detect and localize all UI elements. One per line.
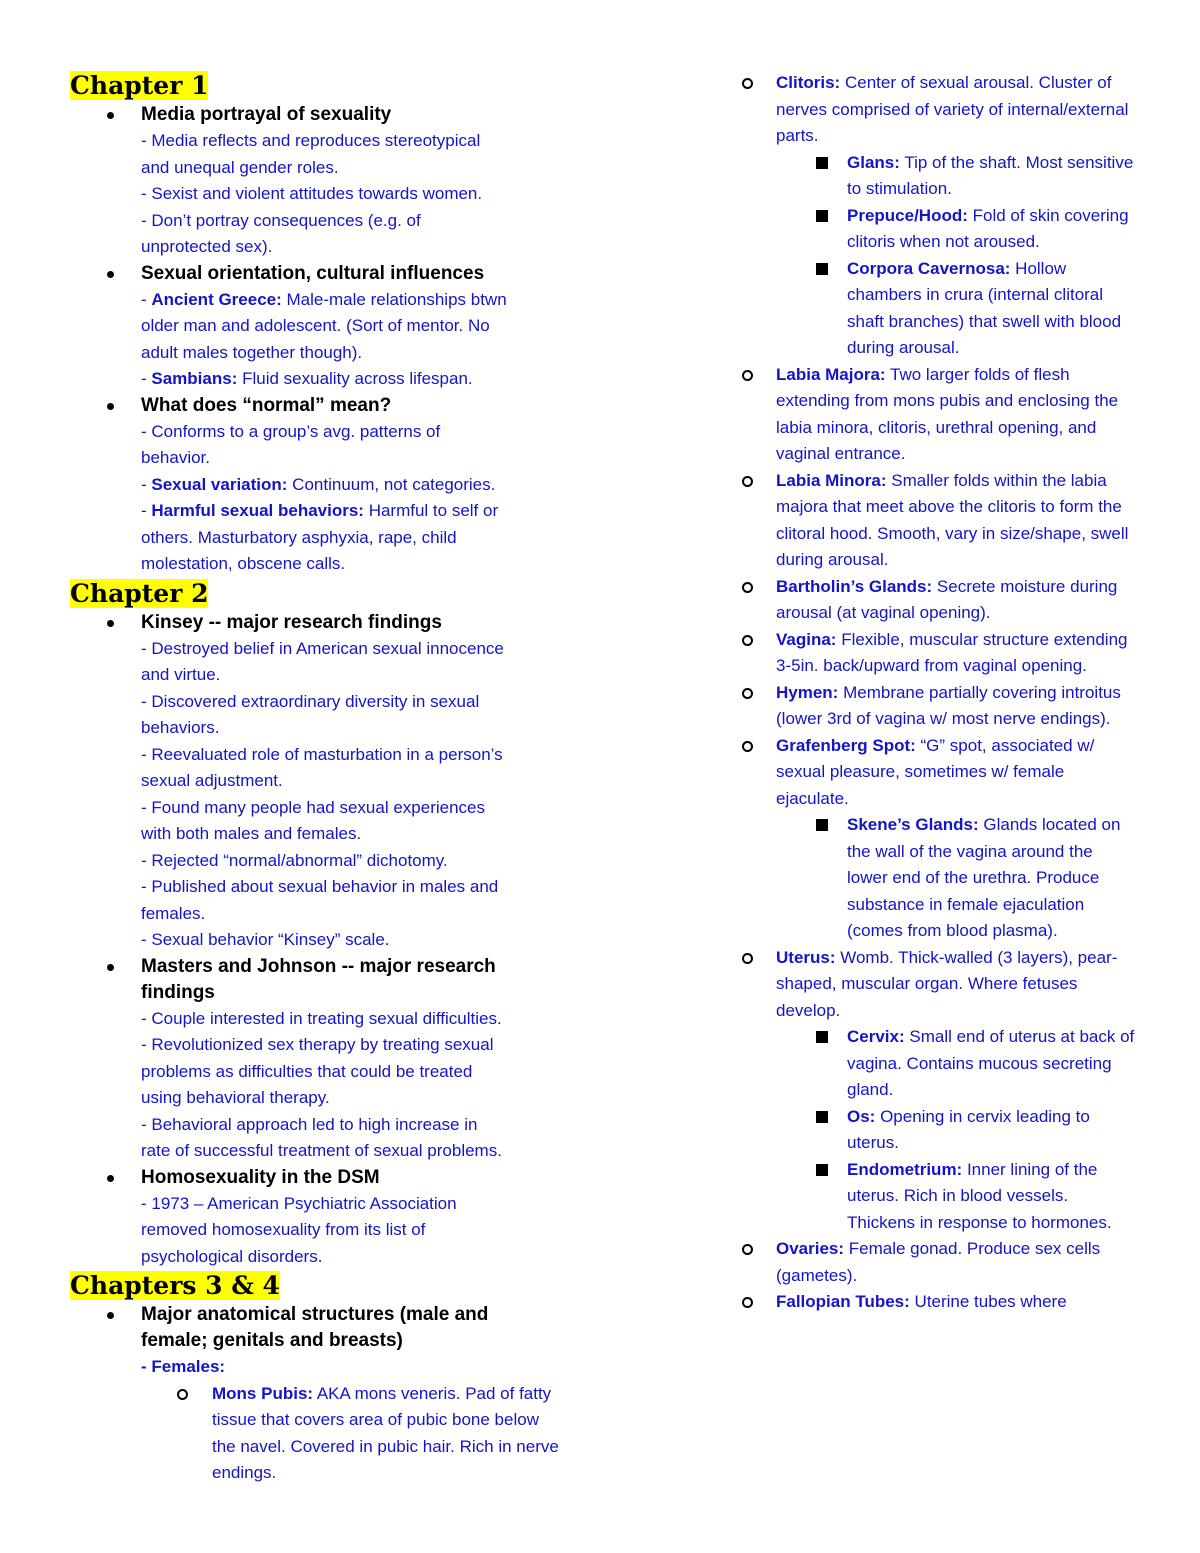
note-line bbox=[776, 574, 1136, 627]
note-line bbox=[776, 945, 1136, 1025]
square-bullet-icon bbox=[816, 263, 828, 275]
note-line bbox=[776, 468, 1136, 574]
note-line: - Sexist and violent attitudes towards women. bbox=[141, 184, 483, 203]
hollow-circle-bullet-icon bbox=[742, 582, 753, 593]
note-line: - Destroyed belief in American sexual innocence bbox=[141, 638, 504, 658]
bullet-heading: Media portrayal of sexuality bbox=[141, 104, 392, 125]
note-line bbox=[776, 1236, 1136, 1289]
note-line: unprotected sex). bbox=[141, 237, 273, 256]
anatomy-item bbox=[740, 680, 1136, 733]
anatomy-description: Uterine tubes where bbox=[909, 1292, 1067, 1311]
anatomy-item bbox=[740, 945, 1136, 1025]
bullet-heading: Sexual orientation, cultural influences bbox=[141, 262, 485, 284]
note-line: others. Masturbatory asphyxia, rape, child bbox=[141, 527, 457, 547]
anatomy-description: Center of sexual arousal. Cluster of nerves comprised of variety of internal/external parts. bbox=[776, 73, 1129, 145]
note-line: - Don’t portray consequences (e.g. of bbox=[141, 210, 421, 230]
square-bullet-icon bbox=[816, 1164, 828, 1176]
anatomy-term: Hymen: bbox=[776, 682, 839, 702]
anatomy-term: Labia Majora: bbox=[776, 364, 886, 384]
bullet-dot-icon bbox=[107, 1312, 114, 1319]
anatomy-term: Corpora Cavernosa: bbox=[847, 258, 1011, 278]
bullet-sexual-orientation bbox=[70, 261, 570, 393]
anatomy-description: “G” spot, associated w/ sexual pleasure, sometimes w/ female ejaculate. bbox=[776, 735, 1095, 808]
anatomy-item bbox=[740, 812, 1140, 945]
anatomy-description: Membrane partially covering introitus (lower 3rd of vagina w/ most nerve endings). bbox=[776, 682, 1121, 728]
note-line bbox=[847, 150, 1137, 203]
bullet-heading: findings bbox=[141, 981, 215, 1003]
note-line bbox=[847, 256, 1137, 362]
note-line: - Reevaluated role of masturbation in a person’s bbox=[141, 744, 503, 764]
anatomy-term: Grafenberg Spot: bbox=[776, 735, 916, 755]
bullet-masters-johnson bbox=[70, 954, 570, 1165]
anatomy-term: Os: bbox=[847, 1106, 876, 1126]
anatomy-description: Two larger folds of flesh extending from mons pubis and enclosing the labia minora, clitoris, urethral opening, and vaginal entrance. bbox=[776, 364, 1119, 463]
note-line: - Sambians: Fluid sexuality across lifespan. bbox=[141, 369, 473, 388]
anatomy-term: Bartholin’s Glands: bbox=[776, 576, 933, 596]
hollow-circle-bullet-icon bbox=[742, 635, 753, 646]
anatomy-item bbox=[740, 468, 1136, 574]
note-line: - 1973 – American Psychiatric Association bbox=[141, 1193, 457, 1213]
note-line: problems as difficulties that could be treated bbox=[141, 1061, 473, 1081]
note-line bbox=[847, 203, 1137, 256]
bullet-heading: Masters and Johnson -- major research bbox=[141, 955, 496, 977]
anatomy-term: Fallopian Tubes: bbox=[776, 1292, 910, 1311]
note-line bbox=[776, 627, 1136, 680]
bullet-dot-icon bbox=[107, 112, 114, 119]
note-line: removed homosexuality from its list of bbox=[141, 1220, 426, 1239]
anatomy-term: Labia Minora: bbox=[776, 470, 887, 490]
note-line bbox=[776, 680, 1136, 733]
note-line: behavior. bbox=[141, 448, 210, 467]
anatomy-item bbox=[740, 733, 1136, 813]
note-line: - Behavioral approach led to high increase in bbox=[141, 1114, 478, 1134]
anatomy-item bbox=[740, 203, 1140, 256]
square-bullet-icon bbox=[816, 210, 828, 222]
bullet-heading: Kinsey -- major research findings bbox=[141, 611, 442, 633]
note-line: sexual adjustment. bbox=[141, 771, 283, 790]
hollow-circle-bullet-icon bbox=[742, 741, 753, 752]
left-column bbox=[70, 70, 570, 1487]
note-line: using behavioral therapy. bbox=[141, 1088, 330, 1107]
note-line: - Couple interested in treating sexual difficulties. bbox=[141, 1008, 502, 1028]
hollow-circle-bullet-icon bbox=[742, 370, 753, 381]
note-line: and virtue. bbox=[141, 665, 221, 684]
anatomy-item bbox=[740, 627, 1136, 680]
note-line: - Revolutionized sex therapy by treating sexual bbox=[141, 1035, 494, 1054]
anatomy-item bbox=[740, 1104, 1140, 1157]
right-column bbox=[740, 70, 1140, 1316]
anatomy-item bbox=[740, 574, 1136, 627]
chapter-3-4-heading: Chapters 3 & 4 bbox=[70, 1271, 280, 1300]
anatomy-item bbox=[740, 70, 1136, 150]
note-line bbox=[776, 70, 1136, 150]
bullet-kinsey bbox=[70, 610, 570, 954]
anatomy-description: Fold of skin covering clitoris when not aroused. bbox=[847, 205, 1129, 251]
anatomy-description: Female gonad. Produce sex cells (gametes). bbox=[776, 1239, 1101, 1285]
chapter-1-heading: Chapter 1 bbox=[70, 71, 209, 100]
hollow-circle-bullet-icon bbox=[742, 1244, 753, 1255]
bullet-heading: Major anatomical structures (male and bbox=[141, 1304, 489, 1325]
note-line bbox=[776, 1289, 1136, 1316]
note-line bbox=[776, 362, 1136, 468]
anatomy-item bbox=[740, 150, 1140, 203]
anatomy-description: Hollow chambers in crura (internal clitoral shaft branches) that swell with blood during arousal. bbox=[847, 258, 1122, 357]
anatomy-description: Tip of the shaft. Most sensitive to stimulation. bbox=[847, 152, 1134, 198]
anatomy-description: Secrete moisture during arousal (at vaginal opening). bbox=[776, 576, 1118, 622]
note-line: psychological disorders. bbox=[141, 1246, 323, 1266]
hollow-circle-bullet-icon bbox=[742, 476, 753, 487]
anatomy-term: Uterus: bbox=[776, 947, 836, 967]
square-bullet-icon bbox=[816, 1111, 828, 1123]
bullet-anatomical-structures bbox=[70, 1302, 570, 1381]
note-line: - Sexual behavior “Kinsey” scale. bbox=[141, 930, 390, 949]
note-line: with both males and females. bbox=[141, 824, 362, 843]
note-line bbox=[776, 733, 1136, 813]
note-line bbox=[847, 812, 1137, 945]
anatomy-item bbox=[740, 1024, 1140, 1104]
note-line: and unequal gender roles. bbox=[141, 157, 339, 177]
anatomy-description: Small end of uterus at back of vagina. Contains mucous secreting gland. bbox=[847, 1027, 1135, 1099]
hollow-circle-bullet-icon bbox=[742, 688, 753, 699]
anatomy-item bbox=[740, 1157, 1140, 1237]
square-bullet-icon bbox=[816, 157, 828, 169]
anatomy-term: Prepuce/Hood: bbox=[847, 205, 968, 225]
anatomy-item bbox=[740, 1236, 1136, 1289]
note-line: - Conforms to a group’s avg. patterns of bbox=[141, 421, 441, 441]
anatomy-description: Inner lining of the uterus. Rich in blood vessels. Thickens in response to hormones. bbox=[847, 1159, 1112, 1232]
note-line: adult males together though). bbox=[141, 342, 363, 362]
anatomy-item bbox=[740, 256, 1140, 362]
note-line: molestation, obscene calls. bbox=[141, 554, 346, 573]
bullet-heading: What does “normal” mean? bbox=[141, 394, 392, 416]
anatomy-description: Flexible, muscular structure extending 3-5in. back/upward from vaginal opening. bbox=[776, 629, 1128, 675]
anatomy-term: Endometrium: bbox=[847, 1159, 963, 1179]
note-line: - Females: bbox=[141, 1357, 226, 1376]
note-line: behaviors. bbox=[141, 718, 220, 737]
anatomy-term: Glans: bbox=[847, 152, 900, 172]
hollow-circle-bullet-icon bbox=[742, 1297, 753, 1308]
note-line: - Published about sexual behavior in males and bbox=[141, 877, 499, 896]
bullet-dot-icon bbox=[107, 1175, 114, 1182]
anatomy-item bbox=[740, 1289, 1136, 1316]
bullet-dot-icon bbox=[107, 403, 114, 410]
anatomy-item bbox=[740, 362, 1136, 468]
note-line: Mons Pubis: AKA mons veneris. Pad of fatty tissue that covers area of pubic bone below the navel. Covered in pubic hair. Rich in nerve endings. bbox=[212, 1383, 559, 1482]
anatomy-description: Womb. Thick-walled (3 layers), pear-shaped, muscular organ. Where fetuses develop. bbox=[776, 947, 1118, 1020]
square-bullet-icon bbox=[816, 1031, 828, 1043]
anatomy-description: Glands located on the wall of the vagina around the lower end of the urethra. Produce substance in female ejaculation (comes from blood plasma). bbox=[847, 815, 1121, 940]
bullet-homosexuality-dsm bbox=[70, 1165, 570, 1271]
anatomy-term: Clitoris: bbox=[776, 73, 841, 92]
note-line: - Discovered extraordinary diversity in sexual bbox=[141, 691, 480, 711]
anatomy-term: Skene’s Glands: bbox=[847, 815, 979, 834]
anatomy-term: Cervix: bbox=[847, 1027, 905, 1046]
note-line bbox=[847, 1157, 1137, 1237]
bullet-dot-icon bbox=[107, 620, 114, 627]
bullet-dot-icon bbox=[107, 271, 114, 278]
note-line: rate of successful treatment of sexual problems. bbox=[141, 1141, 502, 1160]
hollow-circle-bullet-icon bbox=[177, 1389, 188, 1400]
anatomy-description: Opening in cervix leading to uterus. bbox=[847, 1106, 1090, 1152]
note-line: - Harmful sexual behaviors: Harmful to self or bbox=[141, 501, 499, 520]
note-line: females. bbox=[141, 903, 206, 923]
square-bullet-icon bbox=[816, 819, 828, 831]
note-line bbox=[847, 1024, 1137, 1104]
bullet-heading: female; genitals and breasts) bbox=[141, 1330, 403, 1351]
note-line bbox=[847, 1104, 1137, 1157]
note-line: - Ancient Greece: Male-male relationships btwn bbox=[141, 289, 507, 309]
bullet-normal-meaning bbox=[70, 393, 570, 578]
anatomy-term: Ovaries: bbox=[776, 1239, 845, 1258]
anatomy-description: Smaller folds within the labia majora that meet above the clitoris to form the clitoral hood. Smooth, vary in size/shape, swell during arousal. bbox=[776, 470, 1129, 569]
note-line: - Found many people had sexual experiences bbox=[141, 797, 485, 817]
note-line: - Rejected “normal/abnormal” dichotomy. bbox=[141, 850, 448, 870]
chapter-2-heading: Chapter 2 bbox=[70, 578, 209, 608]
bullet-media-portrayal bbox=[70, 102, 570, 261]
bullet-heading: Homosexuality in the DSM bbox=[141, 1166, 380, 1188]
hollow-circle-bullet-icon bbox=[742, 78, 753, 89]
note-line: older man and adolescent. (Sort of mentor. No bbox=[141, 316, 490, 335]
bullet-dot-icon bbox=[107, 964, 114, 971]
hollow-circle-bullet-icon bbox=[742, 953, 753, 964]
note-line: - Sexual variation: Continuum, not categories. bbox=[141, 474, 496, 494]
anatomy-term: Vagina: bbox=[776, 629, 837, 649]
sub-item-mons-pubis bbox=[70, 1381, 572, 1487]
note-line: - Media reflects and reproduces stereotypical bbox=[141, 131, 481, 150]
